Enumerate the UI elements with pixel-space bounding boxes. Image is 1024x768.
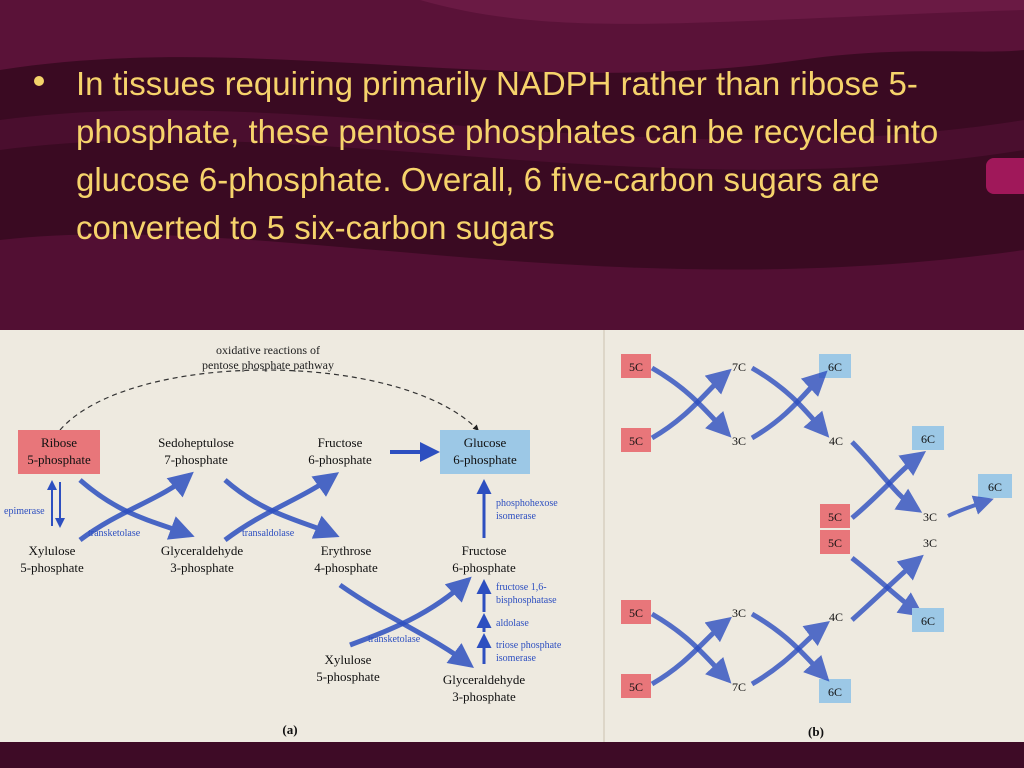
ribose-label-2: 5-phosphate: [27, 452, 91, 467]
sedoheptulose-label-2: 7-phosphate: [164, 452, 228, 467]
glucose-label-1: Glucose: [463, 435, 507, 450]
fructose6p-top-label-1: Fructose: [317, 435, 363, 450]
transketolase-label-2: transketolase: [368, 634, 421, 645]
epimerase-label: epimerase: [4, 506, 45, 517]
fructose6p-center-label-1: Fructose: [461, 543, 507, 558]
glyceraldehyde-label-2: 3-phosphate: [170, 560, 234, 575]
b-6c-label-right-top: 6C: [920, 432, 936, 446]
transaldolase-label: transaldolase: [242, 528, 295, 539]
xylulose2-label-1: Xylulose: [324, 652, 372, 667]
oxidative-label-line2: pentose phosphate pathway: [202, 358, 334, 372]
bottom-band: [0, 742, 1024, 768]
oxidative-label-line1: oxidative reactions of: [216, 343, 320, 357]
panel-a-caption: (a): [282, 722, 298, 737]
bullet-text: In tissues requiring primarily NADPH rather than ribose 5-phosphate, these pentose phosphates can be recycled into glucose 6-phosphate. Overall, 6 five-carbon sugars are converted to 5 six-carbon sugars: [76, 65, 939, 246]
b-5c-label-6: 5C: [628, 680, 644, 694]
erythrose-label-1: Erythrose: [320, 543, 372, 558]
transketolase-label-1: transketolase: [88, 528, 141, 539]
b-3c-label-mid-2: 3C: [922, 536, 938, 550]
b-5c-label-4: 5C: [827, 536, 843, 550]
b-3c-label-mid-1: 3C: [922, 510, 938, 524]
b-5c-label-3: 5C: [827, 510, 843, 524]
glyceraldehyde2-label-1: Glyceraldehyde: [442, 672, 526, 687]
b-6c-label-right-bottom: 6C: [920, 614, 936, 628]
phi-label-1: phosphohexose: [496, 498, 558, 509]
fructose6p-top-label-2: 6-phosphate: [308, 452, 372, 467]
fbp-label-1: fructose 1,6-: [496, 582, 547, 593]
b-6c-label-bottom: 6C: [827, 685, 843, 699]
aldolase-label: aldolase: [496, 618, 529, 629]
glyceraldehyde2-label-2: 3-phosphate: [452, 689, 516, 704]
tpi-label-2: isomerase: [496, 653, 536, 664]
xylulose2-label-2: 5-phosphate: [316, 669, 380, 684]
b-7c-label-bottom: 7C: [731, 680, 747, 694]
xylulose-label-1: Xylulose: [28, 543, 76, 558]
glyceraldehyde-label-1: Glyceraldehyde: [160, 543, 244, 558]
b-4c-label-top: 4C: [828, 434, 844, 448]
panel-b-background: [604, 330, 1024, 742]
b-5c-label-5: 5C: [628, 606, 644, 620]
bullet-dot-icon: [34, 76, 44, 86]
glucose-label-2: 6-phosphate: [453, 452, 517, 467]
b-6c-label-top: 6C: [827, 360, 843, 374]
fbp-label-2: bisphosphatase: [496, 595, 557, 606]
b-3c-label-bottom: 3C: [731, 606, 747, 620]
phi-label-2: isomerase: [496, 511, 536, 522]
b-6c-label-far-right: 6C: [987, 480, 1003, 494]
sedoheptulose-label-1: Sedoheptulose: [158, 435, 234, 450]
ribose-label-1: Ribose: [40, 435, 78, 450]
fructose6p-center-label-2: 6-phosphate: [452, 560, 516, 575]
b-3c-label-top: 3C: [731, 434, 747, 448]
erythrose-label-2: 4-phosphate: [314, 560, 378, 575]
b-5c-label-1: 5C: [628, 360, 644, 374]
pentose-recycling-figure: [0, 330, 1024, 742]
panel-b-caption: (b): [808, 724, 824, 739]
bullet-point: [34, 60, 994, 252]
b-4c-label-bottom: 4C: [828, 610, 844, 624]
tpi-label-1: triose phosphate: [496, 640, 562, 651]
xylulose-label-2: 5-phosphate: [20, 560, 84, 575]
b-7c-label-top: 7C: [731, 360, 747, 374]
b-5c-label-2: 5C: [628, 434, 644, 448]
